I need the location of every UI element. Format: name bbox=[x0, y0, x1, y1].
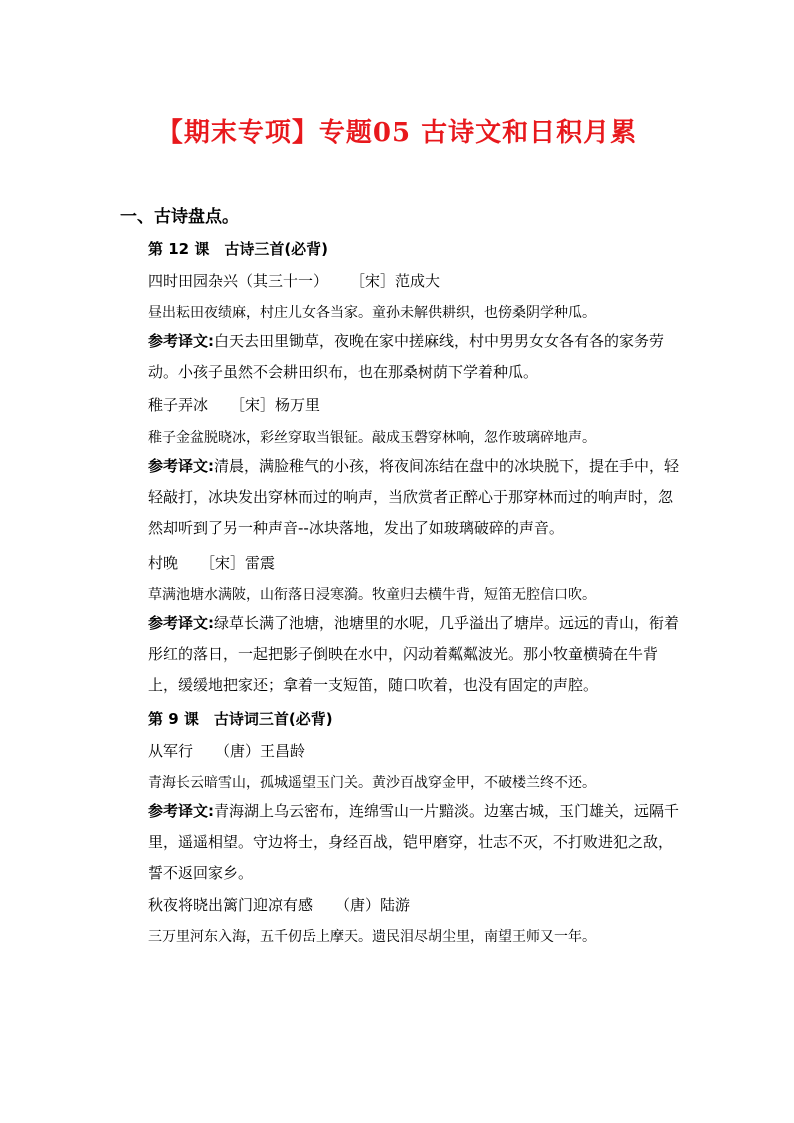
poem-translation bbox=[148, 326, 680, 388]
poem-title: 从军行 bbox=[148, 742, 194, 760]
poem-title-line bbox=[148, 552, 708, 573]
poem-title: 四时田园杂兴（其三十一） bbox=[148, 272, 329, 290]
poem-translation bbox=[148, 451, 680, 544]
lesson-heading: 第 9 课 古诗词三首(必背) bbox=[148, 710, 333, 728]
poem-translation bbox=[148, 608, 680, 701]
translation-text: 清晨，满脸稚气的小孩，将夜间冻结在盘中的冰块脱下，提在手中，轻轻敲打，冰块发出穿林而过的响声，当欣赏者正醉心于那穿林而过的响声时，忽然却听到了另一种声音--冰块落地，发出了如玻璃破碎的声音。 bbox=[148, 457, 680, 537]
poem-title-line bbox=[148, 270, 708, 291]
section-heading: 一、古诗盘点。 bbox=[120, 207, 239, 227]
lesson-heading: 第 12 课 古诗三首(必背) bbox=[148, 240, 329, 258]
page-title: 【期末专项】专题05 古诗文和日积月累 bbox=[156, 118, 638, 148]
poem-text: 稚子金盆脱晓冰，彩丝穿取当银钲。敲成玉磬穿林响，忽作玻璃碎地声。 bbox=[148, 430, 596, 446]
poem-author: ［宋］雷震 bbox=[200, 554, 276, 572]
poem-author: （唐）王昌龄 bbox=[215, 742, 306, 760]
poem-author: （唐）陆游 bbox=[335, 896, 411, 914]
poem-title: 村晚 bbox=[148, 554, 179, 572]
poem-author: ［宋］杨万里 bbox=[230, 396, 321, 414]
poem-text: 青海长云暗雪山，孤城遥望玉门关。黄沙百战穿金甲，不破楼兰终不还。 bbox=[148, 775, 596, 791]
poem-title: 秋夜将晓出篱门迎凉有感 bbox=[148, 896, 314, 914]
translation-label: 参考译文: bbox=[148, 457, 214, 475]
poem-title-line bbox=[148, 740, 708, 761]
poem-text: 三万里河东入海，五千仞岳上摩天。遗民泪尽胡尘里，南望王师又一年。 bbox=[148, 929, 596, 945]
poem-title: 稚子弄冰 bbox=[148, 396, 209, 414]
translation-label: 参考译文: bbox=[148, 332, 214, 350]
translation-label: 参考译文: bbox=[148, 614, 214, 632]
translation-text: 白天去田里锄草，夜晚在家中搓麻线，村中男男女女各有各的家务劳动。小孩子虽然不会耕田织布，也在那桑树荫下学着种瓜。 bbox=[148, 332, 665, 381]
poem-title-line bbox=[148, 394, 708, 415]
poem-text: 草满池塘水满陂，山衔落日浸寒漪。牧童归去横牛背，短笛无腔信口吹。 bbox=[148, 587, 596, 603]
poem-translation bbox=[148, 796, 680, 889]
translation-text: 绿草长满了池塘，池塘里的水呢，几乎溢出了塘岸。远远的青山，衔着彤红的落日，一起把影子倒映在水中，闪动着粼粼波光。那小牧童横骑在牛背上，缓缓地把家还；拿着一支短笛，随口吹着，也没有固定的声腔。 bbox=[148, 614, 680, 694]
poem-text: 昼出耘田夜绩麻，村庄儿女各当家。童孙未解供耕织，也傍桑阴学种瓜。 bbox=[148, 305, 596, 321]
poem-author: ［宋］范成大 bbox=[350, 272, 441, 290]
translation-text: 青海湖上乌云密布，连绵雪山一片黯淡。边塞古城，玉门雄关，远隔千里，遥遥相望。守边将士，身经百战，铠甲磨穿，壮志不灭，不打败进犯之敌，誓不返回家乡。 bbox=[148, 802, 680, 882]
poem-title-line bbox=[148, 894, 708, 915]
translation-label: 参考译文: bbox=[148, 802, 214, 820]
